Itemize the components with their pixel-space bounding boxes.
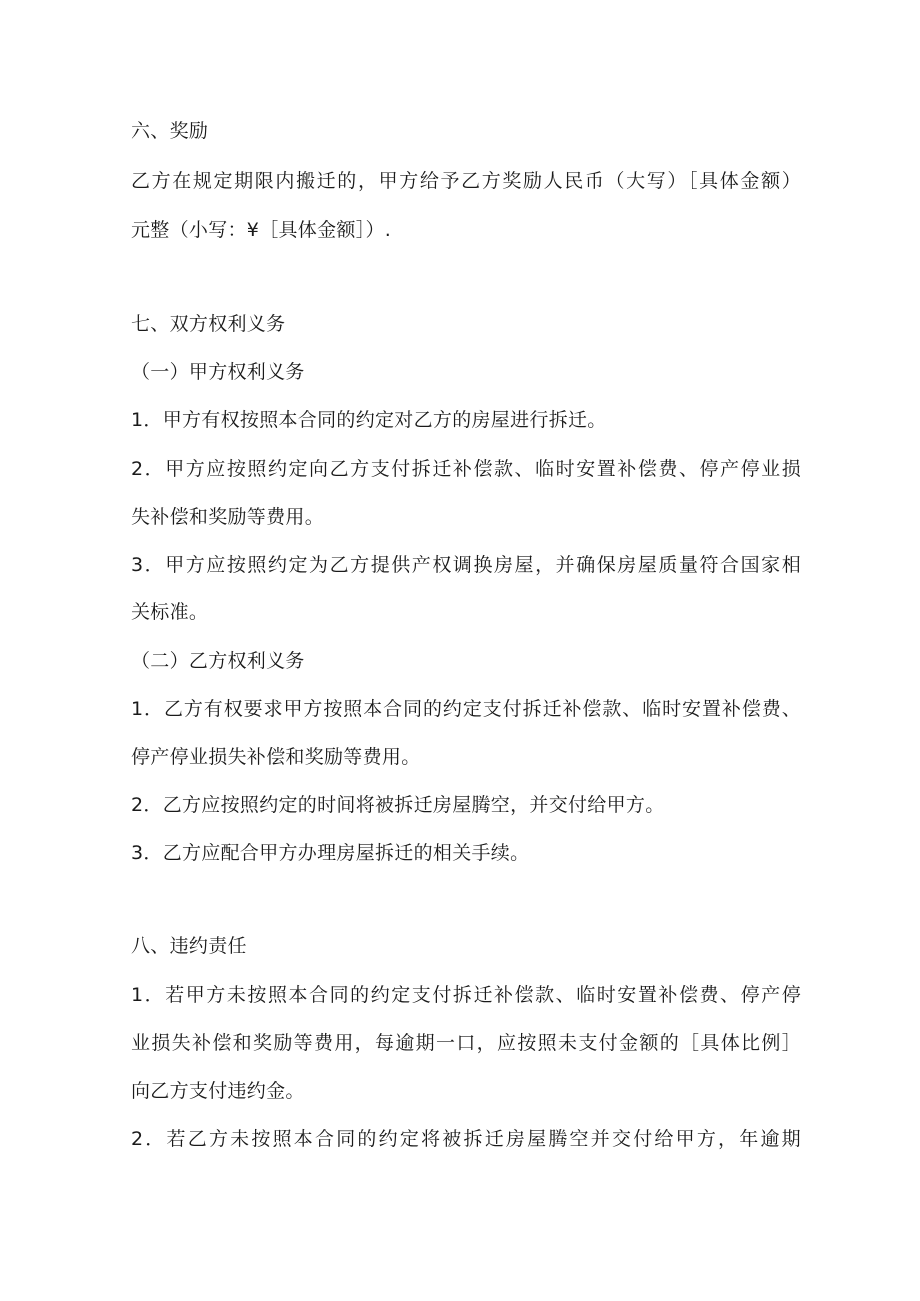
subheading-party-a: （一）甲方权利义务 [131, 361, 305, 383]
section-heading-rights: 七、双方权利义务 [131, 313, 286, 335]
list-item: 3．甲方应按照约定为乙方提供产权调换房屋，并确保房屋质量符合国家相 [131, 554, 801, 576]
list-item: 失补偿和奖励等费用。 [131, 506, 325, 528]
subheading-party-b: （二）乙方权利义务 [131, 650, 305, 672]
list-item: 2．若乙方未按照本合同的约定将被拆迁房屋腾空并交付给甲方，年逾期 [131, 1128, 801, 1150]
list-item: 2．甲方应按照约定向乙方支付拆迁补偿款、临时安置补偿费、停产停业损 [131, 458, 801, 480]
list-item: 向乙方支付违约金。 [131, 1080, 305, 1102]
list-item: 关标准。 [131, 601, 209, 623]
list-item: 1．甲方有权按照本合同的约定对乙方的房屋进行拆迁。 [131, 409, 607, 431]
list-item: 停产停业损失补偿和奖励等费用。 [131, 746, 421, 768]
section-heading-liability: 八、违约责任 [131, 935, 247, 957]
list-item: 2．乙方应按照约定的时间将被拆迁房屋腾空，并交付给甲方。 [131, 794, 665, 816]
list-item: 业损失补偿和奖励等费用，每逾期一口，应按照未支付金额的［具体比例］ [131, 1032, 801, 1054]
list-item: 3．乙方应配合甲方办理房屋拆迁的相关手续。 [131, 842, 530, 864]
list-item: 1．若甲方未按照本合同的约定支付拆迁补偿款、临时安置补偿费、停产停 [131, 984, 801, 1006]
paragraph-line: 乙方在规定期限内搬迁的，甲方给予乙方奖励人民币（大写）［具体金额） [131, 170, 801, 192]
list-item: 1．乙方有权要求甲方按照本合同的约定支付拆迁补偿款、临时安置补偿费、 [131, 698, 801, 720]
section-heading-reward: 六、奖励 [131, 120, 209, 142]
paragraph-line: 元整（小写：¥［具体金额］）. [131, 219, 392, 241]
